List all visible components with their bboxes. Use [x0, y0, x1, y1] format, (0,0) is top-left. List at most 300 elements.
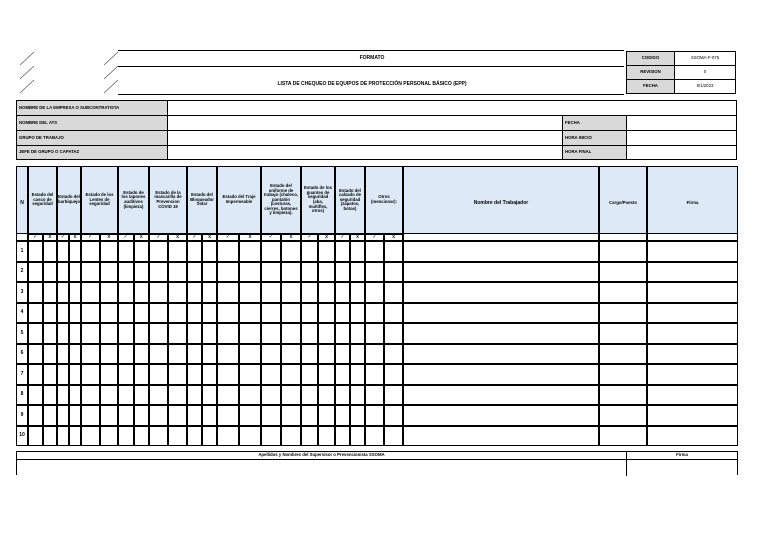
check-cell[interactable]	[217, 282, 239, 303]
info-table	[16, 100, 737, 160]
check-cell[interactable]	[118, 262, 134, 283]
check-cell[interactable]	[261, 282, 281, 303]
cross-cell[interactable]	[384, 303, 403, 324]
cargo-cell[interactable]	[599, 282, 647, 303]
ats-label: NOMBRE DEL ATS	[17, 116, 167, 130]
meta-value-codigo: SSOMA-F-075	[675, 52, 735, 66]
cross-mark: X	[43, 234, 58, 241]
cross-cell[interactable]	[384, 405, 403, 426]
cross-cell[interactable]	[384, 385, 403, 406]
cross-cell[interactable]	[281, 303, 301, 324]
check-cell[interactable]	[217, 385, 239, 406]
cross-cell[interactable]	[134, 262, 150, 283]
check-cell[interactable]	[261, 262, 281, 283]
cross-cell[interactable]	[239, 241, 261, 262]
firma-cell[interactable]	[647, 282, 738, 303]
check-cell[interactable]	[365, 385, 384, 406]
cross-cell[interactable]	[168, 262, 187, 283]
check-cell[interactable]	[57, 241, 69, 262]
check-cell[interactable]	[187, 282, 202, 303]
logo-placeholder-lines	[18, 50, 120, 94]
row-number: 1	[16, 241, 28, 262]
check-cell[interactable]	[81, 385, 100, 406]
cross-cell[interactable]	[100, 426, 119, 447]
check-cell[interactable]	[81, 282, 100, 303]
check-mark: ✓	[81, 234, 100, 241]
cross-cell[interactable]	[239, 364, 261, 385]
cargo-cell[interactable]	[599, 323, 647, 344]
cross-cell[interactable]	[202, 262, 217, 283]
check-cell[interactable]	[335, 426, 350, 447]
cross-cell[interactable]	[100, 344, 119, 365]
check-cell[interactable]	[187, 364, 202, 385]
cross-cell[interactable]	[134, 323, 150, 344]
cross-cell[interactable]	[318, 426, 335, 447]
cross-cell[interactable]	[202, 323, 217, 344]
worker-name-cell[interactable]	[403, 262, 599, 283]
firma-cell[interactable]	[647, 303, 738, 324]
check-column-header: Estado del Bloqueador Solar	[187, 166, 217, 234]
cross-cell[interactable]	[134, 303, 150, 324]
check-cell[interactable]	[335, 405, 350, 426]
check-cell[interactable]	[301, 364, 318, 385]
fecha-field[interactable]	[627, 116, 736, 130]
check-cell[interactable]	[217, 241, 239, 262]
cross-cell[interactable]	[202, 241, 217, 262]
check-cell[interactable]	[301, 426, 318, 447]
check-cell[interactable]	[57, 385, 69, 406]
cargo-cell[interactable]	[599, 262, 647, 283]
check-cell[interactable]	[365, 303, 384, 324]
check-cell[interactable]	[217, 303, 239, 324]
cross-cell[interactable]	[168, 344, 187, 365]
cross-cell[interactable]	[168, 323, 187, 344]
cross-cell[interactable]	[43, 385, 58, 406]
check-cell[interactable]	[118, 241, 134, 262]
check-cell[interactable]	[365, 282, 384, 303]
cross-mark: X	[350, 234, 365, 241]
check-cell[interactable]	[118, 323, 134, 344]
check-cell[interactable]	[28, 323, 43, 344]
check-cell[interactable]	[28, 405, 43, 426]
check-cell[interactable]	[187, 426, 202, 447]
check-cell[interactable]	[335, 344, 350, 365]
worker-name-cell[interactable]	[403, 405, 599, 426]
cross-cell[interactable]	[43, 405, 58, 426]
check-cell[interactable]	[335, 364, 350, 385]
hora-inicio-field[interactable]	[627, 131, 736, 145]
check-cell[interactable]	[187, 323, 202, 344]
check-cell[interactable]	[149, 241, 168, 262]
check-cell[interactable]	[301, 405, 318, 426]
check-cell[interactable]	[365, 344, 384, 365]
cross-cell[interactable]	[168, 385, 187, 406]
cross-cell[interactable]	[100, 282, 119, 303]
row-number: 5	[16, 323, 28, 344]
check-column-header: Estado de los tapones auditivos (limpieza)	[118, 166, 149, 234]
check-cell[interactable]	[261, 426, 281, 447]
cross-cell[interactable]	[350, 405, 365, 426]
cross-cell[interactable]	[281, 426, 301, 447]
cross-cell[interactable]	[281, 385, 301, 406]
check-cell[interactable]	[118, 344, 134, 365]
cross-cell[interactable]	[43, 344, 58, 365]
cross-cell[interactable]	[69, 364, 81, 385]
check-cell[interactable]	[28, 241, 43, 262]
cross-cell[interactable]	[134, 241, 150, 262]
supervisor-signature-field[interactable]	[627, 460, 737, 476]
check-cell[interactable]	[217, 364, 239, 385]
check-cell[interactable]	[149, 364, 168, 385]
check-cell[interactable]	[81, 426, 100, 447]
check-cell[interactable]	[187, 385, 202, 406]
form-subtitle: LISTA DE CHEQUEO DE EQUIPOS DE PROTECCIÓN PERSONAL BÁSICO (EPP)	[277, 81, 467, 88]
check-cell[interactable]	[261, 385, 281, 406]
cross-cell[interactable]	[350, 241, 365, 262]
row-number: 7	[16, 364, 28, 385]
check-cell[interactable]	[335, 385, 350, 406]
check-cell[interactable]	[57, 364, 69, 385]
worker-name-cell[interactable]	[403, 426, 599, 447]
check-cell[interactable]	[81, 303, 100, 324]
cross-cell[interactable]	[318, 241, 335, 262]
cross-cell[interactable]	[281, 262, 301, 283]
cross-cell[interactable]	[239, 262, 261, 283]
check-cell[interactable]	[217, 344, 239, 365]
cross-cell[interactable]	[239, 323, 261, 344]
cross-cell[interactable]	[239, 385, 261, 406]
chief-field[interactable]	[168, 146, 562, 159]
cross-cell[interactable]	[239, 405, 261, 426]
cross-cell[interactable]	[281, 241, 301, 262]
cross-cell[interactable]	[134, 364, 150, 385]
cross-cell[interactable]	[69, 405, 81, 426]
cross-cell[interactable]	[100, 262, 119, 283]
firma-cell[interactable]	[647, 405, 738, 426]
cross-cell[interactable]	[43, 426, 58, 447]
cross-cell[interactable]	[239, 282, 261, 303]
cross-cell[interactable]	[69, 385, 81, 406]
check-cell[interactable]	[118, 364, 134, 385]
check-column-header: Estado del uniforme de trabajo (chaleco, pantalón (costuras, cierres, botones y limpieza).	[261, 166, 301, 234]
footer-firma-label: Firma	[676, 452, 688, 458]
check-cell[interactable]	[118, 303, 134, 324]
check-cell[interactable]	[187, 344, 202, 365]
check-cell[interactable]	[365, 364, 384, 385]
cross-cell[interactable]	[202, 426, 217, 447]
cross-mark: X	[100, 234, 119, 241]
cross-cell[interactable]	[100, 364, 119, 385]
worker-name-cell[interactable]	[403, 344, 599, 365]
cross-cell[interactable]	[202, 282, 217, 303]
checklist-table	[16, 166, 738, 448]
check-cell[interactable]	[57, 262, 69, 283]
cross-cell[interactable]	[69, 323, 81, 344]
group-field[interactable]	[168, 131, 562, 145]
supervisor-field[interactable]	[17, 460, 626, 476]
cross-cell[interactable]	[168, 405, 187, 426]
cross-cell[interactable]	[69, 241, 81, 262]
firma-cell[interactable]	[647, 241, 738, 262]
firma-cell[interactable]	[647, 262, 738, 283]
check-cell[interactable]	[118, 405, 134, 426]
check-cell[interactable]	[149, 282, 168, 303]
cross-cell[interactable]	[318, 323, 335, 344]
check-mark: ✓	[261, 234, 281, 241]
cross-cell[interactable]	[350, 323, 365, 344]
check-column-header: Otros (mencionar):	[365, 166, 403, 234]
check-cell[interactable]	[217, 262, 239, 283]
check-cell[interactable]	[149, 344, 168, 365]
cross-cell[interactable]	[168, 364, 187, 385]
cross-cell[interactable]	[100, 241, 119, 262]
form-title: FORMATO	[359, 54, 385, 61]
check-cell[interactable]	[187, 262, 202, 283]
cargo-cell[interactable]	[599, 385, 647, 406]
cross-cell[interactable]	[134, 344, 150, 365]
check-cell[interactable]	[118, 282, 134, 303]
check-cell[interactable]	[28, 262, 43, 283]
meta-value-fecha: 8/1/2023	[696, 83, 714, 89]
cross-cell[interactable]	[384, 323, 403, 344]
meta-label-fecha: FECHA	[627, 80, 675, 93]
check-column-header: Estado del casco de seguridad	[28, 166, 57, 234]
check-cell[interactable]	[365, 405, 384, 426]
cross-cell[interactable]	[350, 262, 365, 283]
cross-cell[interactable]	[69, 303, 81, 324]
check-cell[interactable]	[57, 323, 69, 344]
check-cell[interactable]	[149, 303, 168, 324]
cross-cell[interactable]	[43, 323, 58, 344]
worker-name-cell[interactable]	[403, 385, 599, 406]
supervisor-label: Apellidos y Nombres del Supervisor o Prevencionista SSOMA	[258, 452, 385, 458]
cross-cell[interactable]	[350, 344, 365, 365]
cargo-cell[interactable]	[599, 241, 647, 262]
cross-cell[interactable]	[202, 303, 217, 324]
cross-cell[interactable]	[384, 241, 403, 262]
cross-cell[interactable]	[168, 241, 187, 262]
check-cell[interactable]	[335, 241, 350, 262]
cross-cell[interactable]	[384, 364, 403, 385]
check-cell[interactable]	[81, 344, 100, 365]
check-cell[interactable]	[335, 303, 350, 324]
cross-cell[interactable]	[350, 364, 365, 385]
check-cell[interactable]	[217, 323, 239, 344]
check-cell[interactable]	[365, 426, 384, 447]
cross-cell[interactable]	[100, 303, 119, 324]
ats-field[interactable]	[168, 116, 562, 130]
fecha-label: FECHA	[563, 116, 626, 130]
check-cell[interactable]	[81, 323, 100, 344]
cross-cell[interactable]	[318, 262, 335, 283]
check-cell[interactable]	[28, 426, 43, 447]
check-cell[interactable]	[57, 405, 69, 426]
cross-cell[interactable]	[100, 405, 119, 426]
check-cell[interactable]	[261, 241, 281, 262]
check-cell[interactable]	[301, 323, 318, 344]
cross-cell[interactable]	[350, 426, 365, 447]
check-cell[interactable]	[57, 303, 69, 324]
cross-cell[interactable]	[318, 385, 335, 406]
cross-cell[interactable]	[384, 262, 403, 283]
cross-mark: X	[134, 234, 150, 241]
row-number: 9	[16, 405, 28, 426]
check-cell[interactable]	[261, 323, 281, 344]
cross-cell[interactable]	[43, 364, 58, 385]
cargo-cell[interactable]	[599, 405, 647, 426]
cross-cell[interactable]	[202, 344, 217, 365]
check-cell[interactable]	[149, 262, 168, 283]
check-mark: ✓	[217, 234, 239, 241]
firma-cell[interactable]	[647, 344, 738, 365]
number-header: N	[16, 166, 28, 241]
cargo-cell[interactable]	[599, 426, 647, 447]
check-cell[interactable]	[301, 303, 318, 324]
check-cell[interactable]	[57, 282, 69, 303]
cross-cell[interactable]	[318, 303, 335, 324]
cross-cell[interactable]	[134, 282, 150, 303]
check-cell[interactable]	[28, 344, 43, 365]
cross-mark: X	[239, 234, 261, 241]
check-cell[interactable]	[28, 282, 43, 303]
cross-cell[interactable]	[239, 344, 261, 365]
cross-cell[interactable]	[43, 303, 58, 324]
cross-cell[interactable]	[384, 344, 403, 365]
firma-cell[interactable]	[647, 364, 738, 385]
cargo-cell[interactable]	[599, 364, 647, 385]
check-cell[interactable]	[57, 344, 69, 365]
firma-header: Firma	[647, 166, 738, 241]
cross-cell[interactable]	[384, 426, 403, 447]
cross-cell[interactable]	[168, 303, 187, 324]
cross-cell[interactable]	[100, 323, 119, 344]
check-cell[interactable]	[57, 426, 69, 447]
cross-cell[interactable]	[239, 426, 261, 447]
cross-cell[interactable]	[43, 241, 58, 262]
cargo-cell[interactable]	[599, 344, 647, 365]
cross-cell[interactable]	[43, 262, 58, 283]
cross-cell[interactable]	[281, 344, 301, 365]
check-cell[interactable]	[149, 323, 168, 344]
check-cell[interactable]	[301, 262, 318, 283]
cross-cell[interactable]	[281, 282, 301, 303]
worker-name-cell[interactable]	[403, 364, 599, 385]
worker-name-cell[interactable]	[403, 241, 599, 262]
check-cell[interactable]	[81, 405, 100, 426]
check-cell[interactable]	[335, 262, 350, 283]
row-number: 4	[16, 303, 28, 324]
cross-cell[interactable]	[318, 405, 335, 426]
cross-cell[interactable]	[168, 426, 187, 447]
cross-cell[interactable]	[134, 426, 150, 447]
check-cell[interactable]	[301, 282, 318, 303]
footer-table	[16, 451, 738, 475]
check-column-header: Estado de los guantes de seguridad (aba, multiflex, otros)	[301, 166, 335, 234]
check-cell[interactable]	[335, 323, 350, 344]
worker-name-cell[interactable]	[403, 282, 599, 303]
cross-cell[interactable]	[350, 385, 365, 406]
check-cell[interactable]	[28, 303, 43, 324]
cross-cell[interactable]	[318, 344, 335, 365]
cross-cell[interactable]	[69, 344, 81, 365]
check-cell[interactable]	[365, 323, 384, 344]
cross-cell[interactable]	[69, 282, 81, 303]
check-cell[interactable]	[187, 241, 202, 262]
check-cell[interactable]	[28, 385, 43, 406]
check-cell[interactable]	[81, 364, 100, 385]
cargo-header: Cargo/Puesto	[599, 166, 647, 241]
cross-cell[interactable]	[281, 364, 301, 385]
check-cell[interactable]	[365, 241, 384, 262]
cross-cell[interactable]	[168, 282, 187, 303]
worker-name-cell[interactable]	[403, 303, 599, 324]
check-cell[interactable]	[81, 241, 100, 262]
cross-cell[interactable]	[239, 303, 261, 324]
cross-cell[interactable]	[350, 282, 365, 303]
cross-cell[interactable]	[43, 282, 58, 303]
check-cell[interactable]	[301, 385, 318, 406]
check-cell[interactable]	[149, 405, 168, 426]
cross-cell[interactable]	[134, 385, 150, 406]
check-cell[interactable]	[187, 405, 202, 426]
check-cell[interactable]	[365, 262, 384, 283]
check-cell[interactable]	[149, 426, 168, 447]
firma-cell[interactable]	[647, 323, 738, 344]
firma-cell[interactable]	[647, 426, 738, 447]
check-cell[interactable]	[261, 344, 281, 365]
cross-cell[interactable]	[281, 405, 301, 426]
firma-cell[interactable]	[647, 385, 738, 406]
check-cell[interactable]	[217, 405, 239, 426]
check-cell[interactable]	[28, 364, 43, 385]
row-number: 3	[16, 282, 28, 303]
check-cell[interactable]	[261, 364, 281, 385]
check-cell[interactable]	[261, 405, 281, 426]
check-cell[interactable]	[81, 262, 100, 283]
cross-cell[interactable]	[281, 323, 301, 344]
check-cell[interactable]	[335, 282, 350, 303]
meta-value-revision: 0	[675, 66, 735, 80]
worker-name-cell[interactable]	[403, 323, 599, 344]
cross-cell[interactable]	[384, 282, 403, 303]
meta-table	[626, 51, 736, 94]
company-field[interactable]	[168, 101, 736, 115]
check-cell[interactable]	[118, 385, 134, 406]
check-cell[interactable]	[261, 303, 281, 324]
hora-inicio-label: HORA INICIO	[563, 131, 626, 145]
chief-label: JEFE DE GRUPO O CAPATAZ	[17, 146, 167, 159]
check-cell[interactable]	[301, 344, 318, 365]
hora-final-field[interactable]	[627, 146, 736, 159]
cross-cell[interactable]	[318, 282, 335, 303]
check-cell[interactable]	[187, 303, 202, 324]
cross-cell[interactable]	[202, 405, 217, 426]
cross-cell[interactable]	[69, 426, 81, 447]
check-cell[interactable]	[217, 426, 239, 447]
check-cell[interactable]	[149, 385, 168, 406]
cross-cell[interactable]	[134, 405, 150, 426]
cargo-cell[interactable]	[599, 303, 647, 324]
cross-cell[interactable]	[318, 364, 335, 385]
check-cell[interactable]	[301, 241, 318, 262]
check-cell[interactable]	[118, 426, 134, 447]
cross-cell[interactable]	[202, 364, 217, 385]
cross-cell[interactable]	[202, 385, 217, 406]
cross-cell[interactable]	[100, 385, 119, 406]
row-number: 8	[16, 385, 28, 406]
cross-cell[interactable]	[69, 262, 81, 283]
cross-cell[interactable]	[350, 303, 365, 324]
